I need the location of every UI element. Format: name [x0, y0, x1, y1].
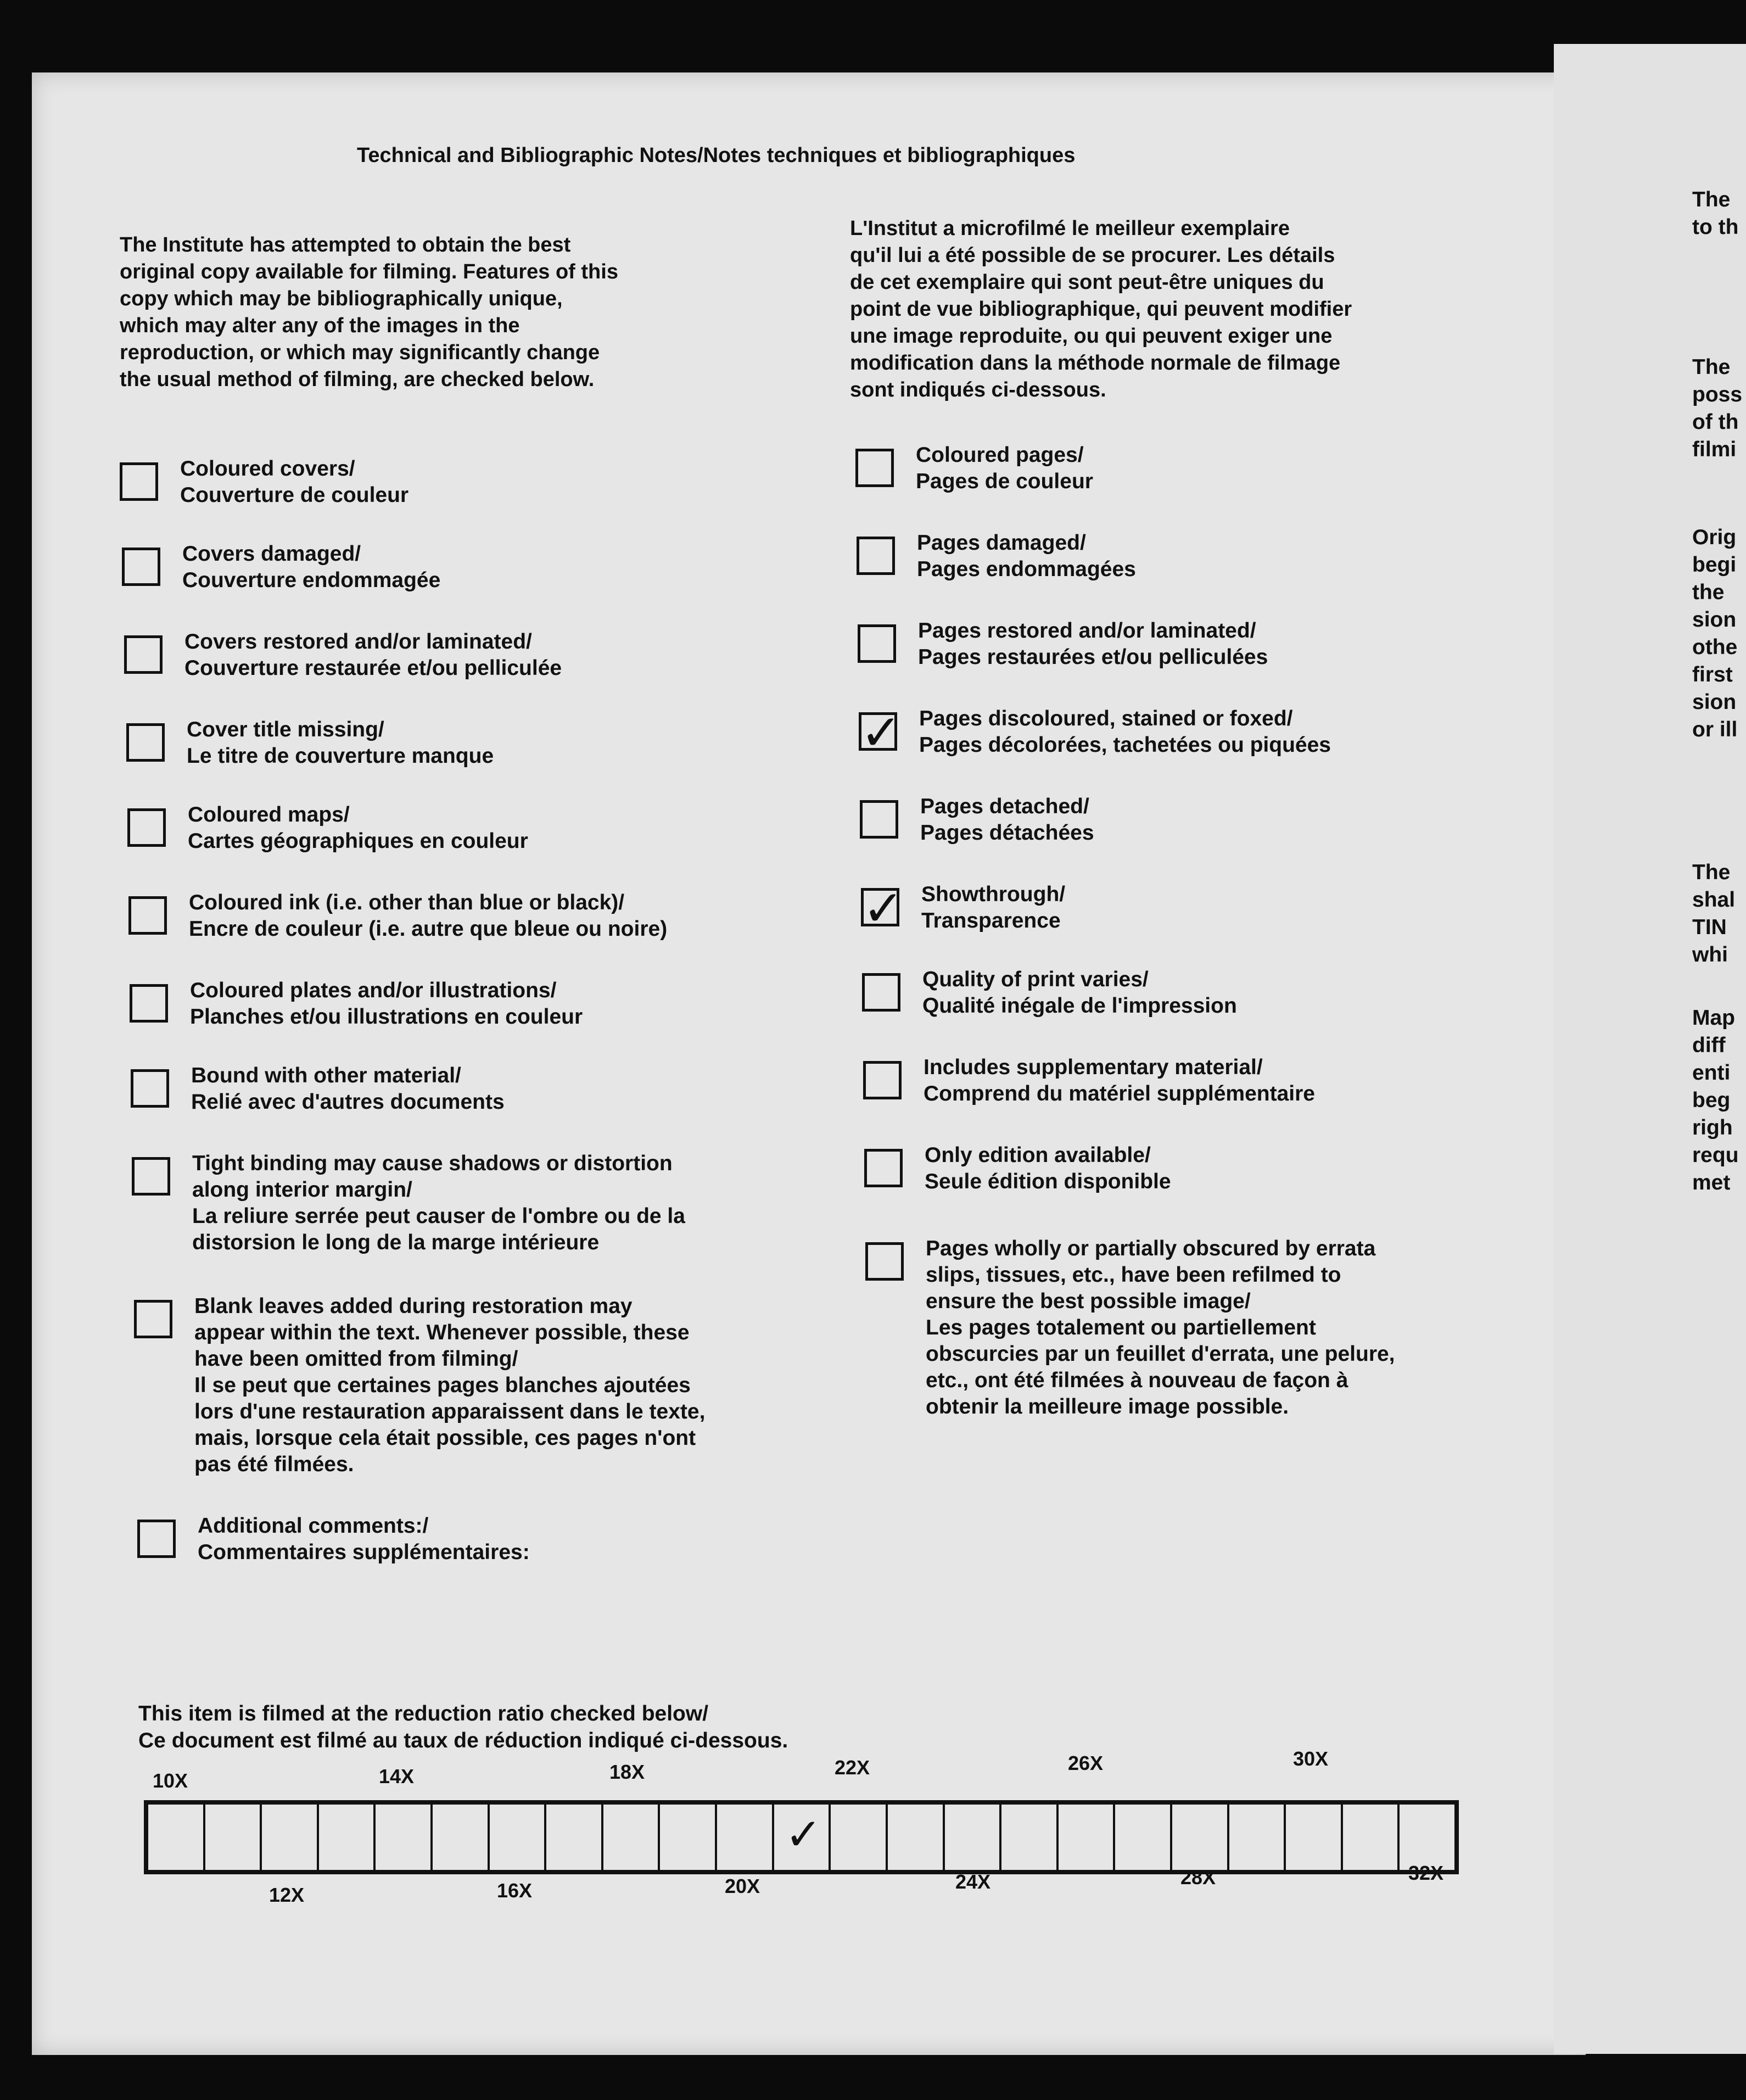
next-page-fragment: to th	[1692, 215, 1739, 239]
reduction-ratio-scale	[144, 1800, 1462, 1874]
label-line: Cover title missing/	[187, 718, 384, 741]
checklist-item	[857, 530, 1136, 583]
ratio-cell[interactable]	[1286, 1805, 1343, 1870]
item-label	[917, 530, 1136, 583]
checklist-item	[131, 1063, 505, 1115]
label-line: Additional comments:/	[198, 1514, 429, 1538]
ratio-cell[interactable]	[262, 1805, 319, 1870]
label-line: La reliure serrée peut causer de l'ombre ou de la	[192, 1204, 685, 1228]
label-line: Couverture restaurée et/ou pelliculée	[184, 656, 562, 680]
checklist-item	[862, 967, 1237, 1019]
checkbox[interactable]	[862, 973, 900, 1012]
item-label	[919, 706, 1331, 758]
checklist-item	[128, 890, 667, 942]
label-line: Couverture de couleur	[180, 483, 409, 507]
next-page-fragment: Map	[1692, 1006, 1735, 1030]
intro-line: reproduction, or which may significantly change	[120, 341, 600, 364]
checkbox[interactable]	[130, 984, 168, 1023]
intro-line: original copy available for filming. Features of this	[120, 260, 618, 283]
checkbox[interactable]	[131, 1069, 169, 1108]
next-page-fragment: shal	[1692, 888, 1736, 912]
checkbox[interactable]	[864, 1149, 903, 1187]
label-line: Showthrough/	[921, 883, 1066, 906]
label-line: Coloured pages/	[916, 443, 1084, 467]
label-line: Coloured covers/	[180, 457, 355, 481]
label-line: Only edition available/	[925, 1143, 1151, 1167]
item-label	[920, 794, 1094, 846]
ratio-cell[interactable]	[831, 1805, 888, 1870]
next-page-fragment: The	[1692, 355, 1731, 379]
label-line: have been omitted from filming/	[194, 1347, 518, 1371]
checkbox[interactable]	[865, 1242, 904, 1281]
checkmark-icon: ✓	[863, 880, 904, 937]
item-label	[916, 442, 1093, 495]
item-label	[925, 1142, 1171, 1195]
label-line: Coloured maps/	[188, 803, 350, 826]
checkbox[interactable]	[855, 449, 894, 487]
ratio-label-bottom: 12X	[269, 1884, 305, 1906]
ratio-label-top: 30X	[1293, 1747, 1329, 1770]
reduction-note-line: Ce document est filmé au taux de réduction indiqué ci-dessous.	[138, 1729, 788, 1752]
label-line: Bound with other material/	[191, 1064, 461, 1087]
label-line: mais, lorsque cela était possible, ces pages n'ont	[194, 1426, 696, 1450]
label-line: Pages de couleur	[916, 470, 1093, 493]
next-page-fragment: met	[1692, 1171, 1731, 1194]
checkbox[interactable]	[863, 1061, 902, 1099]
item-label	[191, 1063, 505, 1115]
ratio-cell[interactable]	[1172, 1805, 1229, 1870]
ratio-cell[interactable]	[490, 1805, 547, 1870]
ratio-label-top: 14X	[379, 1765, 415, 1788]
label-line: Pages restored and/or laminated/	[918, 619, 1256, 643]
next-page-fragment: The	[1692, 188, 1731, 211]
checkbox[interactable]	[124, 635, 163, 674]
checkbox[interactable]	[137, 1520, 176, 1558]
item-label	[924, 1054, 1315, 1107]
ratio-cell[interactable]	[376, 1805, 433, 1870]
next-page-fragment: poss	[1692, 383, 1743, 406]
intro-english	[120, 232, 618, 393]
next-page-fragment: enti	[1692, 1061, 1731, 1085]
next-page-fragment: sion	[1692, 690, 1737, 714]
checkbox[interactable]	[860, 800, 898, 839]
label-line: Pages detached/	[920, 795, 1089, 818]
next-page-fragment: TIN	[1692, 915, 1727, 939]
label-line: Blank leaves added during restoration may	[194, 1294, 633, 1318]
reduction-ratio-note	[138, 1700, 788, 1754]
label-line: along interior margin/	[192, 1178, 412, 1202]
checkbox[interactable]	[858, 624, 896, 663]
label-line: Coloured plates and/or illustrations/	[190, 979, 557, 1002]
label-line: Seule édition disponible	[925, 1170, 1171, 1193]
ratio-cell[interactable]	[660, 1805, 717, 1870]
next-page-fragment: diff	[1692, 1034, 1726, 1057]
checkbox[interactable]	[120, 462, 158, 501]
item-label	[182, 541, 440, 594]
checkbox[interactable]	[128, 896, 167, 935]
intro-line: which may alter any of the images in the	[120, 314, 520, 337]
next-page-fragment: filmi	[1692, 438, 1737, 461]
label-line: Pages discoloured, stained or foxed/	[919, 707, 1293, 730]
ratio-cell[interactable]	[1400, 1805, 1454, 1870]
item-label	[198, 1513, 530, 1566]
checkbox[interactable]	[132, 1157, 170, 1196]
checklist-item	[860, 794, 1094, 846]
ratio-cell[interactable]	[945, 1805, 1002, 1870]
next-page-fragment: begi	[1692, 553, 1737, 577]
next-page-fragment: othe	[1692, 635, 1738, 659]
label-line: Les pages totalement ou partiellement	[926, 1316, 1316, 1339]
checklist-item	[863, 1054, 1315, 1107]
label-line: Pages décolorées, tachetées ou piquées	[919, 733, 1331, 757]
label-line: Couverture endommagée	[182, 568, 441, 592]
label-line: obscurcies par un feuillet d'errata, une pelure,	[926, 1342, 1395, 1366]
label-line: Quality of print varies/	[922, 968, 1149, 991]
ratio-cell[interactable]	[433, 1805, 490, 1870]
intro-line: qu'il lui a été possible de se procurer. Les détails	[850, 244, 1335, 267]
ratio-label-top: 22X	[835, 1756, 870, 1779]
checklist-item	[126, 717, 494, 769]
intro-line: sont indiqués ci-dessous.	[850, 378, 1106, 401]
item-label	[921, 881, 1065, 934]
ratio-cell[interactable]	[1115, 1805, 1172, 1870]
checklist-item	[859, 704, 1331, 762]
label-line: Pages endommagées	[917, 557, 1136, 581]
label-line: Comprend du matériel supplémentaire	[924, 1082, 1315, 1105]
checkbox[interactable]	[127, 808, 166, 847]
label-line: Pages restaurées et/ou pelliculées	[918, 645, 1268, 669]
label-line: appear within the text. Whenever possible, these	[194, 1321, 690, 1344]
item-label	[184, 629, 562, 682]
item-label	[190, 978, 583, 1030]
label-line: Tight binding may cause shadows or distortion	[192, 1152, 673, 1175]
checkmark-icon: ✓	[860, 704, 902, 762]
next-page-fragment: first	[1692, 663, 1733, 686]
next-page-fragment: beg	[1692, 1088, 1731, 1112]
label-line: Cartes géographiques en couleur	[188, 829, 528, 853]
label-line: Pages damaged/	[917, 531, 1086, 555]
intro-line: L'Institut a microfilmé le meilleur exemplaire	[850, 217, 1290, 240]
label-line: Qualité inégale de l'impression	[922, 994, 1237, 1018]
label-line: Il se peut que certaines pages blanches ajoutées	[194, 1373, 691, 1397]
ratio-cell[interactable]	[1229, 1805, 1286, 1870]
checklist-item	[864, 1142, 1171, 1195]
ratio-cell[interactable]	[319, 1805, 376, 1870]
checkbox[interactable]	[126, 723, 165, 762]
item-label	[918, 618, 1268, 671]
ratio-label-top: 18X	[609, 1761, 645, 1783]
ratio-cell[interactable]	[717, 1805, 774, 1870]
label-line: Transparence	[921, 909, 1061, 932]
item-label	[192, 1150, 685, 1256]
intro-french	[850, 215, 1352, 404]
next-page-fragment: requ	[1692, 1143, 1739, 1167]
checklist-item	[861, 880, 1066, 937]
checklist-item	[865, 1236, 1395, 1420]
label-line: Planches et/ou illustrations en couleur	[190, 1005, 583, 1029]
next-page-fragment: Orig	[1692, 526, 1737, 549]
label-line: Encre de couleur (i.e. autre que bleue ou noire)	[189, 917, 668, 941]
label-line: Coloured ink (i.e. other than blue or black)/	[189, 891, 625, 914]
ratio-cell[interactable]	[1059, 1805, 1116, 1870]
page-title: Technical and Bibliographic Notes/Notes techniques et bibliographiques	[357, 144, 1076, 167]
label-line: pas été filmées.	[194, 1453, 354, 1476]
checkmark-icon: ✓	[785, 1809, 822, 1860]
ratio-cell[interactable]	[888, 1805, 945, 1870]
checklist-item	[127, 802, 528, 854]
reduction-ratio-grid	[144, 1800, 1459, 1874]
label-line: slips, tissues, etc., have been refilmed to	[926, 1263, 1341, 1287]
checkbox[interactable]	[122, 548, 160, 586]
intro-line: point de vue bibliographique, qui peuvent modifier	[850, 298, 1352, 321]
reduction-note-line: This item is filmed at the reduction ratio checked below/	[138, 1702, 709, 1725]
label-line: ensure the best possible image/	[926, 1289, 1251, 1313]
checklist-item	[120, 456, 408, 509]
label-line: Le titre de couverture manque	[187, 744, 494, 768]
intro-line: modification dans la méthode normale de filmage	[850, 351, 1341, 375]
item-label	[187, 717, 494, 769]
ratio-label-bottom: 16X	[497, 1879, 533, 1902]
ratio-cell[interactable]	[774, 1805, 831, 1870]
checkbox[interactable]	[857, 537, 895, 575]
intro-line: copy which may be bibliographically unique,	[120, 287, 563, 310]
checklist-item	[855, 442, 1093, 495]
label-line: Pages détachées	[920, 821, 1094, 845]
ratio-cell[interactable]	[603, 1805, 661, 1870]
ratio-label-top: 26X	[1068, 1752, 1104, 1774]
label-line: distorsion le long de la marge intérieure	[192, 1231, 600, 1254]
next-page-fragment: the	[1692, 580, 1725, 604]
label-line: etc., ont été filmées à nouveau de façon à	[926, 1369, 1348, 1392]
checkbox[interactable]	[134, 1300, 172, 1338]
checklist-item	[130, 978, 583, 1030]
intro-line: the usual method of filming, are checked below.	[120, 368, 595, 391]
ratio-label-top: 10X	[153, 1769, 188, 1792]
ratio-label-bottom: 32X	[1408, 1862, 1444, 1884]
label-line: obtenir la meilleure image possible.	[926, 1395, 1289, 1418]
ratio-label-bottom: 28X	[1180, 1866, 1216, 1889]
next-page-fragment: The	[1692, 861, 1731, 884]
checklist-item	[122, 541, 440, 594]
ratio-cell[interactable]	[148, 1805, 205, 1870]
item-label	[188, 802, 528, 854]
item-label	[189, 890, 667, 942]
intro-line: de cet exemplaire qui sont peut-être uniques du	[850, 271, 1324, 294]
checklist-item	[132, 1150, 685, 1256]
label-line: Commentaires supplémentaires:	[198, 1540, 530, 1564]
checkbox[interactable]	[861, 880, 904, 937]
ratio-cell[interactable]	[546, 1805, 603, 1870]
ratio-cell[interactable]	[1001, 1805, 1059, 1870]
next-page-fragment: whi	[1692, 943, 1728, 967]
next-page-fragment: sion	[1692, 608, 1737, 632]
label-line: Covers restored and/or laminated/	[184, 630, 532, 654]
item-label	[922, 967, 1237, 1019]
ratio-cell[interactable]	[1343, 1805, 1400, 1870]
checklist-item	[124, 629, 562, 682]
item-label	[926, 1236, 1395, 1420]
next-page-fragment: of th	[1692, 410, 1739, 434]
intro-line: une image reproduite, ou qui peuvent exiger une	[850, 325, 1333, 348]
label-line: Pages wholly or partially obscured by errata	[926, 1237, 1376, 1260]
checkbox[interactable]	[859, 704, 902, 762]
next-page-fragment: righ	[1692, 1116, 1733, 1140]
item-label	[194, 1293, 705, 1478]
checklist-item	[137, 1513, 530, 1566]
intro-line: The Institute has attempted to obtain the best	[120, 233, 571, 256]
ratio-cell[interactable]	[205, 1805, 262, 1870]
ratio-label-bottom: 24X	[955, 1870, 991, 1893]
next-page-fragment: or ill	[1692, 718, 1738, 741]
item-label	[180, 456, 408, 509]
label-line: Relié avec d'autres documents	[191, 1090, 505, 1114]
checklist-item	[134, 1293, 705, 1478]
checklist-item	[858, 618, 1268, 671]
label-line: Includes supplementary material/	[924, 1055, 1263, 1079]
label-line: Covers damaged/	[182, 542, 361, 566]
label-line: lors d'une restauration apparaissent dans le texte,	[194, 1400, 706, 1423]
ratio-label-bottom: 20X	[725, 1875, 760, 1897]
